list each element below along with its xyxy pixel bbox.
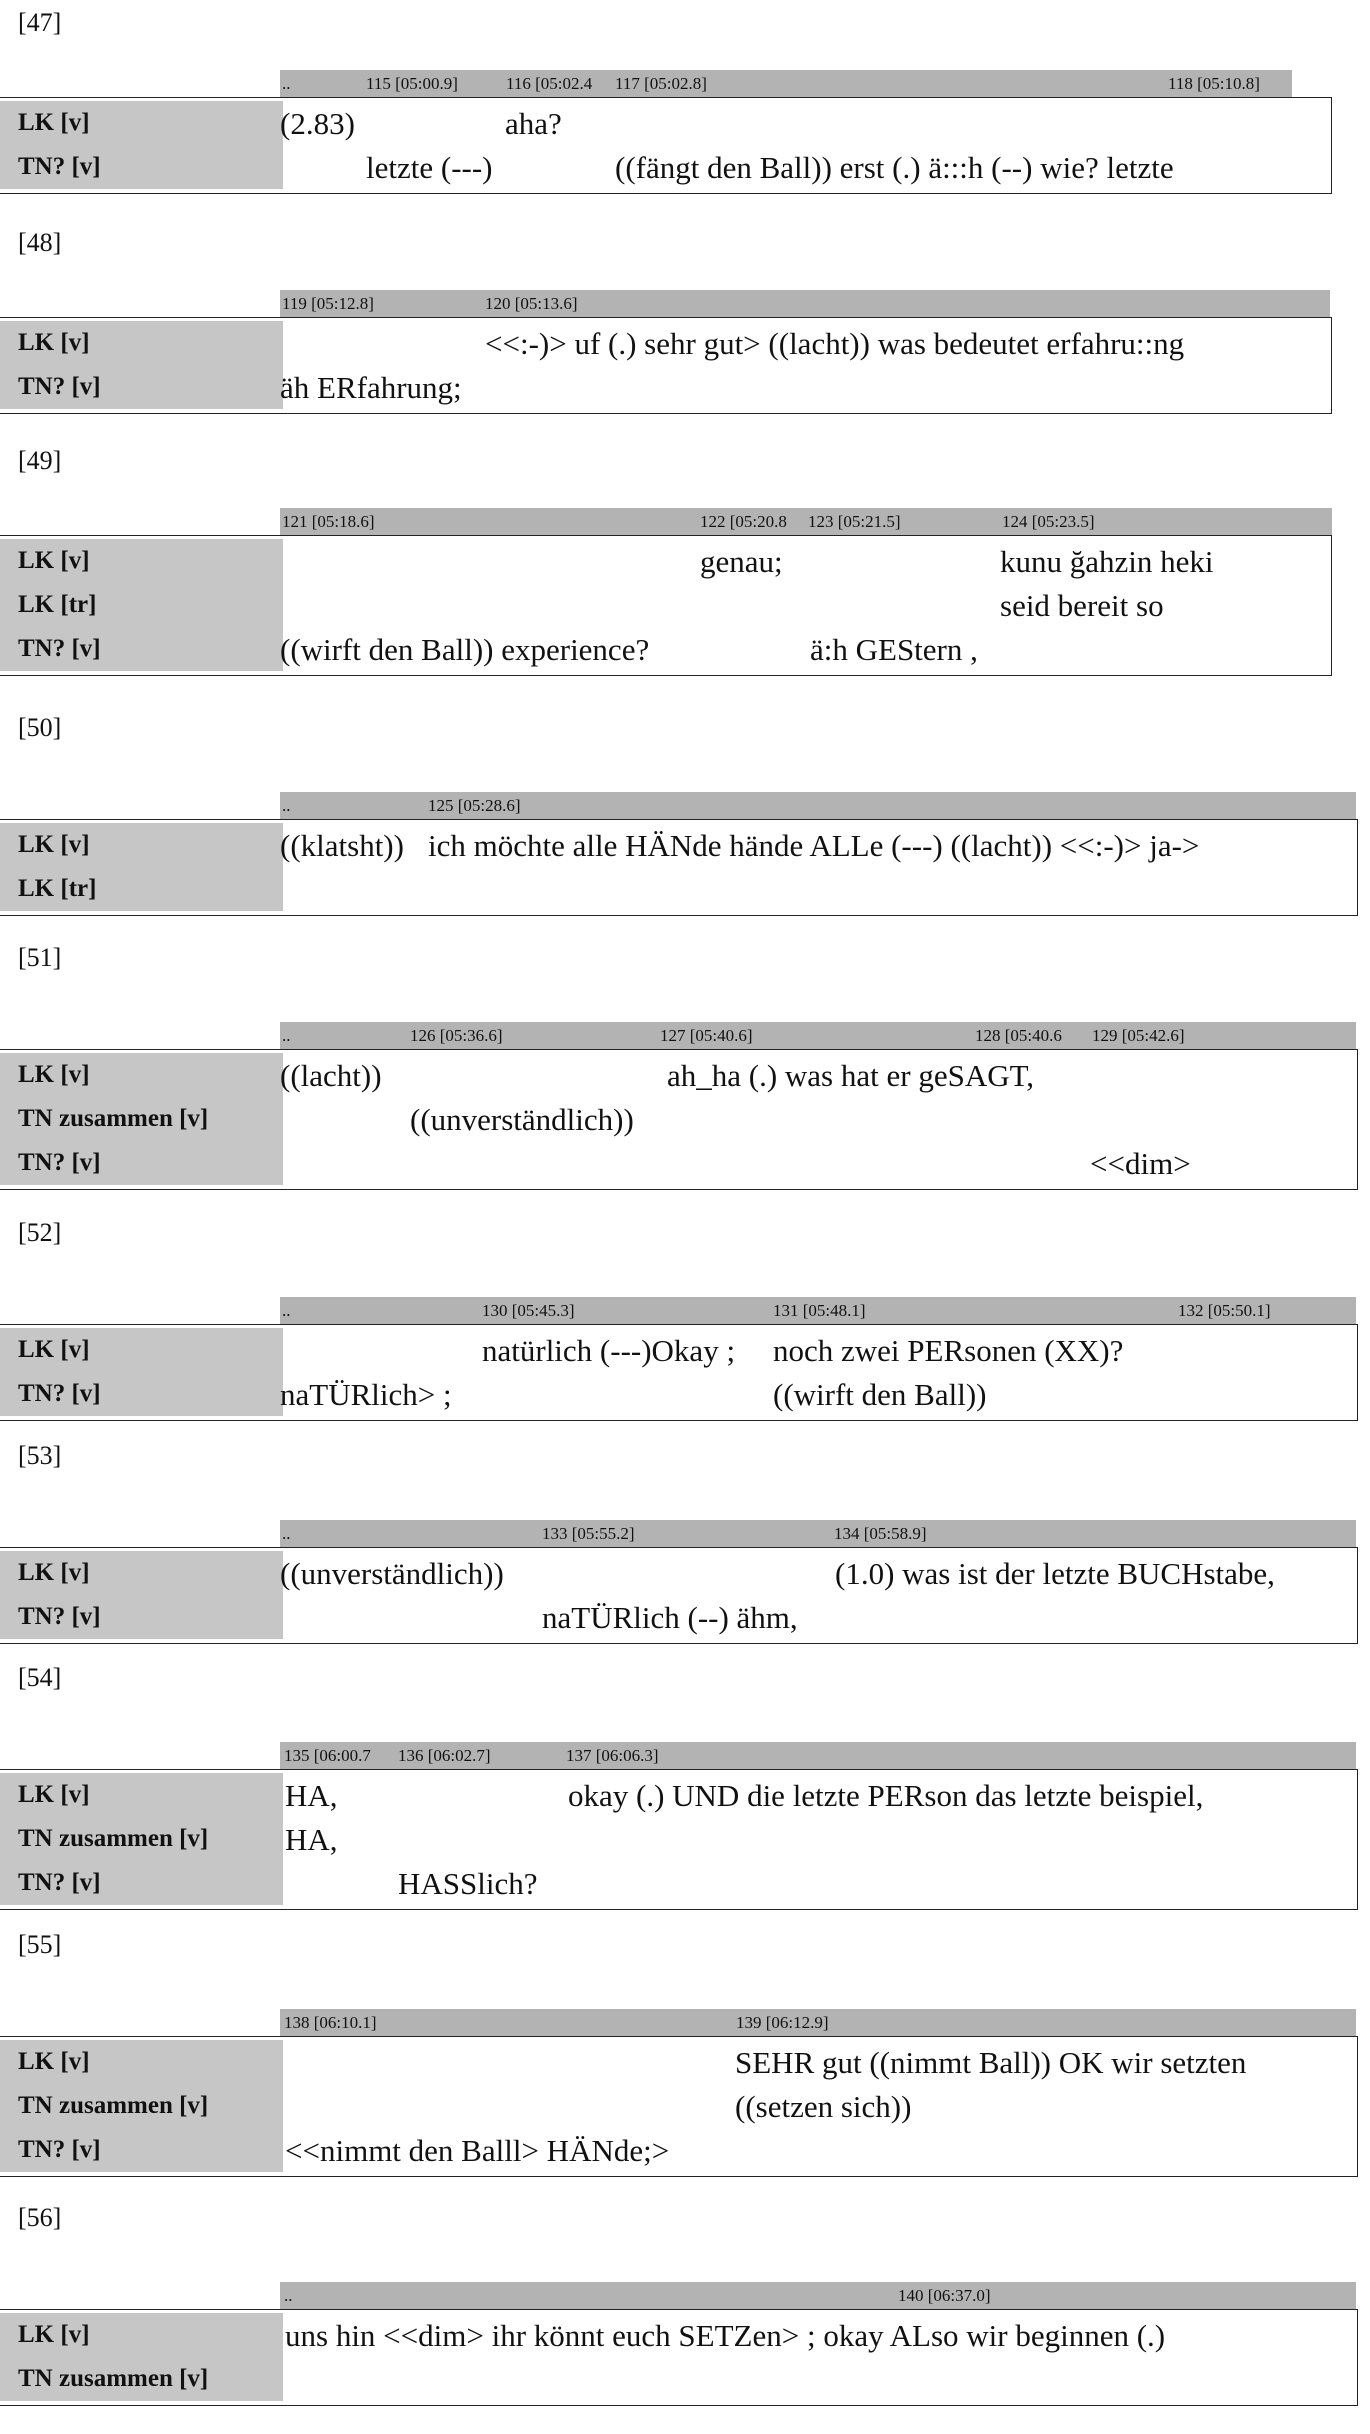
utterance-segment: ((setzen sich)): [735, 2089, 912, 2124]
utterance-segment: naTÜRlich (--) ähm,: [542, 1600, 798, 1635]
tier-table: [0, 819, 1358, 916]
tier-row: [0, 1328, 1356, 1372]
tier-label: TN zusammen [v]: [18, 1105, 209, 1132]
tier-label: TN? [v]: [18, 1380, 101, 1407]
timeline-tick: 127 [05:40.6]: [660, 1026, 753, 1045]
utterance-segment: ah_ha (.) was hat er geSAGT,: [667, 1058, 1034, 1093]
timeline-tick: ..: [284, 2286, 293, 2305]
utterance-segment: uns hin <<dim> ihr könnt euch SETZen> ; okay ALso wir beginnen (.): [285, 2318, 1166, 2353]
block-number: [54]: [18, 1663, 62, 1692]
utterance-segment: HA,: [285, 1822, 338, 1857]
timeline-tick: 119 [05:12.8]: [282, 294, 374, 313]
timeline-bar: [280, 1297, 1356, 1324]
timeline-bar: [280, 1022, 1356, 1049]
tier-table: [0, 535, 1332, 676]
timeline-bar: [280, 70, 1292, 97]
tier-label: LK [tr]: [18, 591, 97, 618]
timeline-tick: 129 [05:42.6]: [1092, 1026, 1185, 1045]
tier-label: LK [v]: [18, 831, 90, 858]
utterance-segment: okay (.) UND die letzte PERson das letzte beispiel,: [568, 1778, 1204, 1813]
tier-table: [0, 317, 1332, 414]
tier-row: [0, 583, 1330, 627]
timeline-tick: 126 [05:36.6]: [410, 1026, 503, 1045]
timeline-tick: 116 [05:02.4: [506, 74, 593, 93]
timeline-tick: 137 [06:06.3]: [566, 1746, 659, 1765]
timeline-tick: 128 [05:40.6: [975, 1026, 1062, 1045]
utterance-segment: <<nimmt den Balll> HÄNde;>: [285, 2133, 670, 2168]
tier-table: [0, 1049, 1358, 1190]
tier-row: [0, 867, 1356, 911]
utterance-segment: (2.83): [280, 106, 355, 141]
tier-table: [0, 2309, 1358, 2406]
tier-label: TN? [v]: [18, 2136, 101, 2163]
tier-row: [0, 2357, 1356, 2401]
tier-label: LK [v]: [18, 329, 90, 356]
utterance-segment: naTÜRlich> ;: [280, 1377, 452, 1412]
timeline-tick: 120 [05:13.6]: [485, 294, 578, 313]
timeline-bar: [280, 2009, 1356, 2036]
timeline-tick: ..: [282, 796, 291, 815]
tier-row: [0, 2040, 1356, 2084]
tier-label: LK [tr]: [18, 875, 97, 902]
tier-label: TN? [v]: [18, 153, 101, 180]
utterance-segment: ((klatsht)): [280, 828, 404, 863]
timeline-bar: [280, 2282, 1356, 2309]
timeline-tick: 133 [05:55.2]: [542, 1524, 635, 1543]
timeline-tick: 115 [05:00.9]: [366, 74, 458, 93]
timeline-tick: ..: [282, 1524, 291, 1543]
tier-row: [0, 1817, 1356, 1861]
utterance-segment: ((fängt den Ball)) erst (.) ä:::h (--) wie? letzte: [615, 150, 1174, 185]
timeline-tick: 136 [06:02.7]: [398, 1746, 491, 1765]
block-number: [51]: [18, 943, 62, 972]
timeline-bar: [280, 290, 1330, 317]
utterance-segment: <<:-)> uf (.) sehr gut> ((lacht)) was bedeutet erfahru::ng: [485, 326, 1185, 361]
tier-row: [0, 1595, 1356, 1639]
timeline-bar: [280, 792, 1356, 819]
block-number: [47]: [18, 8, 62, 37]
utterance-segment: ((lacht)): [280, 1058, 382, 1093]
tier-row: [0, 1551, 1356, 1595]
block-number: [56]: [18, 2203, 62, 2232]
utterance-segment: seid bereit so: [1000, 588, 1164, 623]
timeline-tick: ..: [282, 1026, 291, 1045]
tier-row: [0, 539, 1330, 583]
utterance-segment: ((wirft den Ball)): [773, 1377, 987, 1412]
tier-label: TN zusammen [v]: [18, 1825, 209, 1852]
utterance-segment: <<dim>: [1090, 1146, 1191, 1181]
block-number: [48]: [18, 228, 62, 257]
tier-label: TN? [v]: [18, 373, 101, 400]
timeline-tick: 125 [05:28.6]: [428, 796, 521, 815]
tier-label: TN? [v]: [18, 635, 101, 662]
utterance-segment: kunu ğahzin heki: [1000, 544, 1214, 579]
block-number: [52]: [18, 1218, 62, 1247]
utterance-segment: HA,: [285, 1778, 338, 1813]
utterance-segment: letzte (---): [366, 150, 493, 185]
utterance-segment: genau;: [700, 544, 783, 579]
tier-table: [0, 1769, 1358, 1910]
tier-label: LK [v]: [18, 2048, 90, 2075]
tier-row: [0, 1141, 1356, 1185]
tier-row: [0, 1097, 1356, 1141]
tier-table: [0, 97, 1332, 194]
tier-label: LK [v]: [18, 1781, 90, 1808]
utterance-segment: noch zwei PERsonen (XX)?: [773, 1333, 1124, 1368]
tier-label: LK [v]: [18, 1336, 90, 1363]
utterance-segment: ((wirft den Ball)) experience?: [280, 632, 650, 667]
timeline-tick: 139 [06:12.9]: [736, 2013, 829, 2032]
timeline-tick: 121 [05:18.6]: [282, 512, 375, 531]
tier-row: [0, 2084, 1356, 2128]
timeline-tick: ..: [282, 74, 291, 93]
utterance-segment: HASSlich?: [398, 1866, 538, 1901]
timeline-tick: 124 [05:23.5]: [1002, 512, 1095, 531]
tier-table: [0, 1547, 1358, 1644]
timeline-tick: 118 [05:10.8]: [1168, 74, 1260, 93]
utterance-segment: SEHR gut ((nimmt Ball)) OK wir setzten: [735, 2045, 1247, 2080]
block-number: [49]: [18, 446, 62, 475]
timeline-tick: 123 [05:21.5]: [808, 512, 901, 531]
tier-row: [0, 1053, 1356, 1097]
timeline-bar: [280, 1520, 1356, 1547]
tier-row: [0, 823, 1356, 867]
tier-label: LK [v]: [18, 2321, 90, 2348]
tier-row: [0, 321, 1330, 365]
timeline-tick: ..: [282, 1301, 291, 1320]
tier-row: [0, 1372, 1356, 1416]
tier-row: [0, 1861, 1356, 1905]
timeline-tick: 122 [05:20.8: [700, 512, 787, 531]
tier-table: [0, 1324, 1358, 1421]
utterance-segment: (1.0) was ist der letzte BUCHstabe,: [835, 1556, 1275, 1591]
timeline-tick: 117 [05:02.8]: [615, 74, 707, 93]
tier-row: [0, 1773, 1356, 1817]
timeline-tick: 131 [05:48.1]: [773, 1301, 866, 1320]
utterance-segment: ä:h GEStern ,: [810, 632, 978, 667]
block-number: [50]: [18, 713, 62, 742]
timeline-tick: 138 [06:10.1]: [284, 2013, 377, 2032]
block-number: [53]: [18, 1441, 62, 1470]
tier-row: [0, 2313, 1356, 2357]
tier-label: TN zusammen [v]: [18, 2092, 209, 2119]
tier-label: TN? [v]: [18, 1603, 101, 1630]
tier-row: [0, 2128, 1356, 2172]
utterance-segment: natürlich (---)Okay ;: [482, 1333, 736, 1368]
timeline-tick: 140 [06:37.0]: [898, 2286, 991, 2305]
timeline-tick: 135 [06:00.7: [284, 1746, 371, 1765]
tier-label: TN? [v]: [18, 1149, 101, 1176]
timeline-bar: [280, 508, 1332, 535]
tier-table: [0, 2036, 1358, 2177]
tier-row: [0, 627, 1330, 671]
timeline-bar: [280, 1742, 1356, 1769]
block-number: [55]: [18, 1930, 62, 1959]
timeline-tick: 134 [05:58.9]: [834, 1524, 927, 1543]
tier-label: LK [v]: [18, 109, 90, 136]
tier-label: TN? [v]: [18, 1869, 101, 1896]
tier-row: [0, 365, 1330, 409]
tier-row: [0, 145, 1330, 189]
tier-label: TN zusammen [v]: [18, 2365, 209, 2392]
utterance-segment: ((unverständlich)): [410, 1102, 634, 1137]
tier-label: LK [v]: [18, 1559, 90, 1586]
timeline-tick: 132 [05:50.1]: [1178, 1301, 1271, 1320]
tier-label: LK [v]: [18, 1061, 90, 1088]
utterance-segment: ich möchte alle HÄNde hände ALLe (---) ((lacht)) <<:-)> ja->: [428, 828, 1200, 863]
utterance-segment: äh ERfahrung;: [280, 370, 462, 405]
utterance-segment: ((unverständlich)): [280, 1556, 504, 1591]
tier-row: [0, 101, 1330, 145]
tier-label: LK [v]: [18, 547, 90, 574]
timeline-tick: 130 [05:45.3]: [482, 1301, 575, 1320]
utterance-segment: aha?: [505, 106, 562, 141]
